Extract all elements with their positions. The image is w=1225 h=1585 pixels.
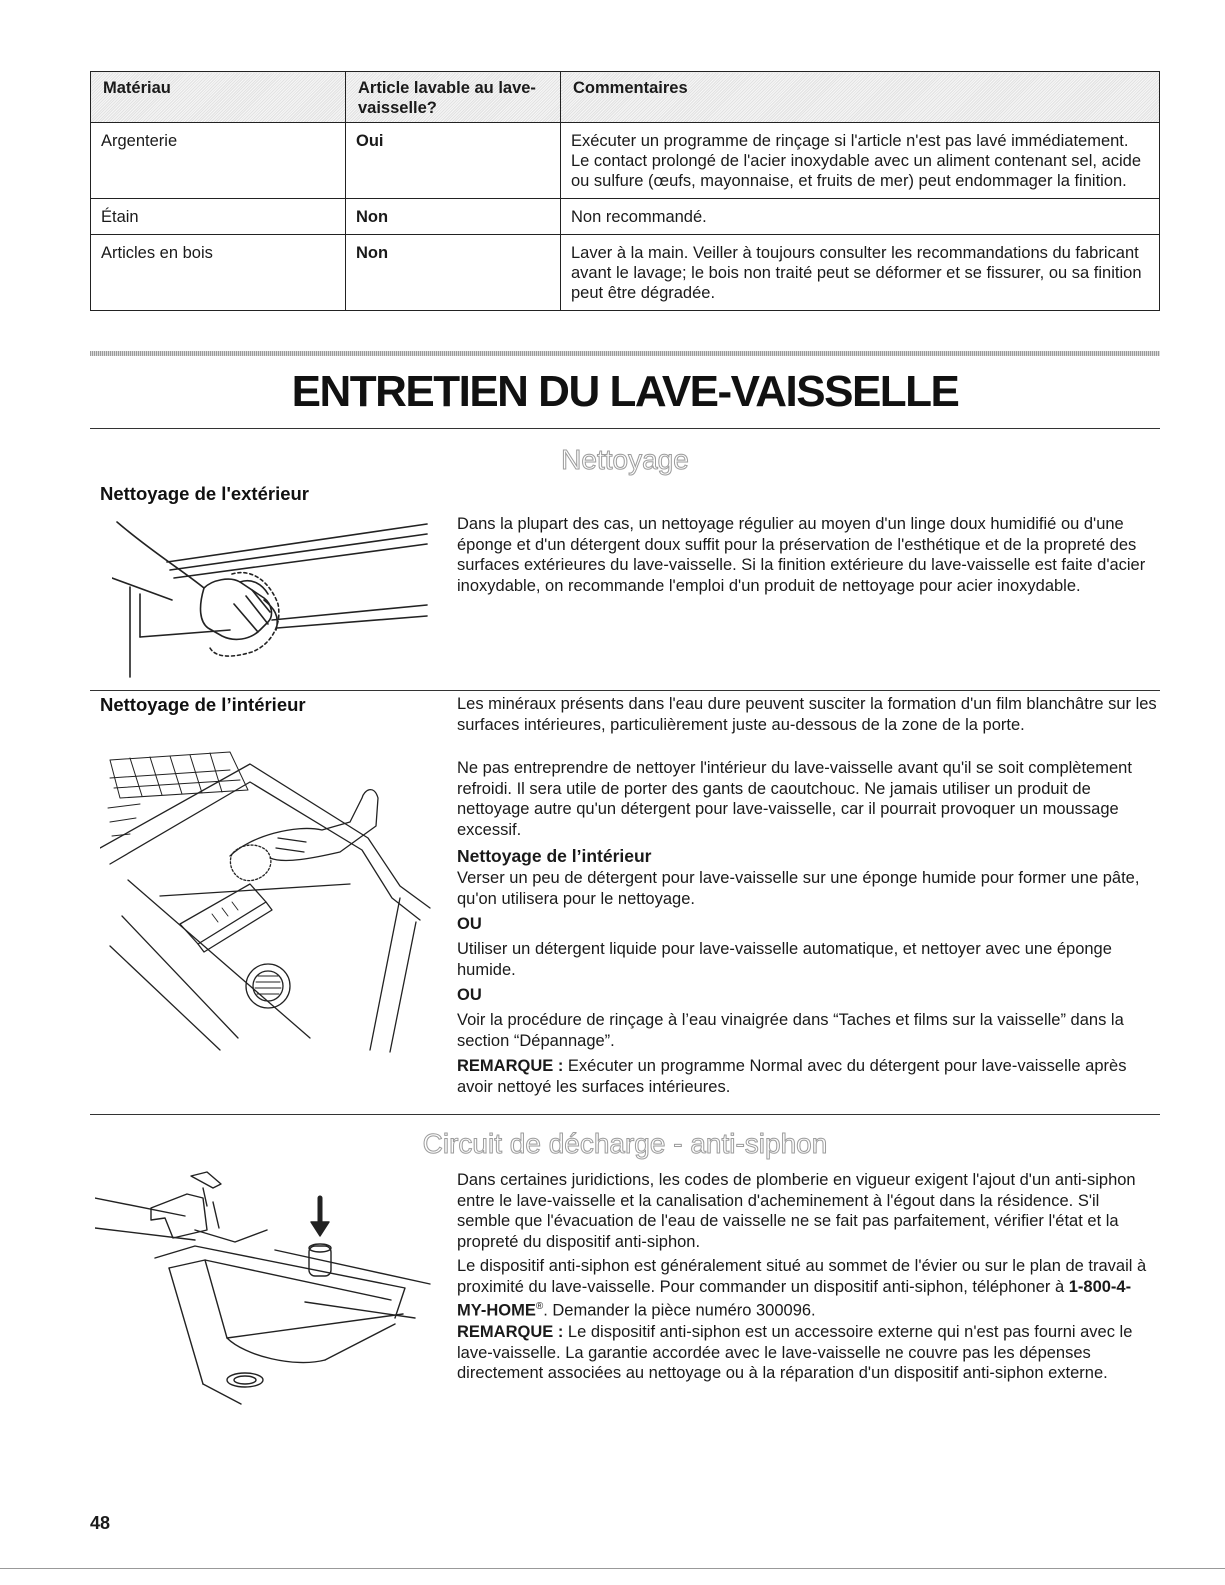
section-divider [90,1114,1160,1115]
cell-material: Argenterie [91,123,346,199]
page-number: 48 [90,1513,111,1533]
cell-comment: Exécuter un programme de rinçage si l'article n'est pas lavé immédiatement. Le contact prolongé de l'acier inoxydable avec un aliment contenant sel, acide ou sulfure (œufs, mayonnaise, et fruits de mer) peut endommager la finition. [561,123,1160,199]
note-label: REMARQUE : [457,1057,564,1075]
registered-mark: ® [535,1301,544,1312]
antisiphon-text-1: Dans certaines juridictions, les codes de plomberie en vigueur exigent l'ajout d'un anti-siphon entre le lave-vaisselle et la canalisation d'acheminement à l'égout dans la résidence. S'il semble que l'évacuation de l'eau de vaisselle ne se fait pas parfaitement, vérifier l'état et la propreté du dispositif anti-siphon. [457,1171,1136,1251]
exterior-heading: Nettoyage de l'extérieur [100,483,310,504]
antisiphon-illustration [95,1168,435,1408]
note-text: Exécuter un programme Normal avec du détergent pour lave-vaisselle après avoir nettoyé les surfaces intérieures. [457,1057,1127,1096]
table-row [91,235,1160,311]
cell-material: Étain [91,199,346,235]
dotted-divider [90,351,1160,356]
cell-washable: Non [346,235,561,311]
interior-text-5: Voir la procédure de rinçage à l’eau vinaigrée dans “Taches et films sur la vaisselle” dans la section “Dépannage”. [457,1011,1124,1050]
antisiphon-note [457,1322,1157,1384]
section-divider [90,690,1160,691]
header-material: Matériau [91,72,346,123]
antisiphon-text-2-end: . Demander la pièce numéro 300096. [543,1301,816,1320]
interior-text-3: Verser un peu de détergent pour lave-vaisselle sur une éponge humide pour former une pâte, qu'on utilisera pour le nettoyage. [457,869,1140,908]
page-title: ENTRETIEN DU LAVE-VAISSELLE [291,367,959,416]
exterior-text: Dans la plupart des cas, un nettoyage régulier au moyen d'un linge doux humidifié ou d'une éponge et d'un détergent doux suffit pour la préservation de l'esthétique et de la propreté des surfaces extérieures du lave-vaisselle. Si la finition extérieure du lave-vaisselle est faite d'acier inoxydable, on recommande l'emploi d'un produit de nettoyage pour acier inoxydable. [457,515,1146,595]
interior-note [457,1056,1157,1097]
interior-text-2: Ne pas entreprendre de nettoyer l'intérieur du lave-vaisselle avant qu'il se soit complètement refroidi. Il sera utile de porter des gants de caoutchouc. Ne jamais utiliser un produit de nettoyage autre qu'un détergent pour lave-vaisselle, car il pourrait provoquer un moussage excessif. [457,759,1132,839]
cell-washable: Non [346,199,561,235]
note-label: REMARQUE : [457,1323,564,1341]
antisiphon-text-2 [457,1256,1157,1321]
phone-number: 1-800-4-MY-HOME [457,1277,1132,1320]
header-comments: Commentaires [561,72,1160,123]
interior-text-1: Les minéraux présents dans l'eau dure peuvent susciter la formation d'un film blanchâtre sur les surfaces intérieures, particulièrement juste au-dessous de la zone de la porte. [457,695,1157,734]
note-text: Le dispositif anti-siphon est un accessoire externe qui n'est pas fourni avec le lave-vaisselle. La garantie accordée avec le lave-vaisselle ne couvre pas les dépenses directement associées au nettoyage ou à la réparation d'un dispositif anti-siphon externe. [457,1323,1133,1382]
interior-subheading: Nettoyage de l’intérieur [457,846,652,866]
interior-heading: Nettoyage de l’intérieur [100,694,306,715]
section-divider [90,428,1160,429]
material-table [90,71,1160,311]
table-header-row [91,72,1160,123]
interior-cleaning-illustration [100,738,440,1053]
or-label-2: OU [457,986,482,1004]
cell-washable: Oui [346,123,561,199]
header-washable: Article lavable au lave-vaisselle? [346,72,561,123]
table-row [91,199,1160,235]
cell-comment: Laver à la main. Veiller à toujours consulter les recommandations du fabricant avant le lavage; le bois non traité peut se déformer et se fissurer, ou sa finition peut être dégradée. [561,235,1160,311]
cell-material: Articles en bois [91,235,346,311]
exterior-cleaning-illustration [112,512,432,680]
section-title-cleaning: Nettoyage [561,444,689,475]
footer-divider [0,1568,1225,1569]
section-title-antisiphon: Circuit de décharge - anti-siphon [422,1128,828,1159]
table-row [91,123,1160,199]
or-label-1: OU [457,915,482,933]
interior-text-4: Utiliser un détergent liquide pour lave-vaisselle automatique, et nettoyer avec une éponge humide. [457,940,1112,979]
cell-comment: Non recommandé. [561,199,1160,235]
antisiphon-text-2-start: Le dispositif anti-siphon est généralement situé au sommet de l'évier ou sur le plan de travail à proximité du lave-vaisselle. Pour commander un dispositif anti-siphon, téléphoner à [457,1257,1147,1296]
